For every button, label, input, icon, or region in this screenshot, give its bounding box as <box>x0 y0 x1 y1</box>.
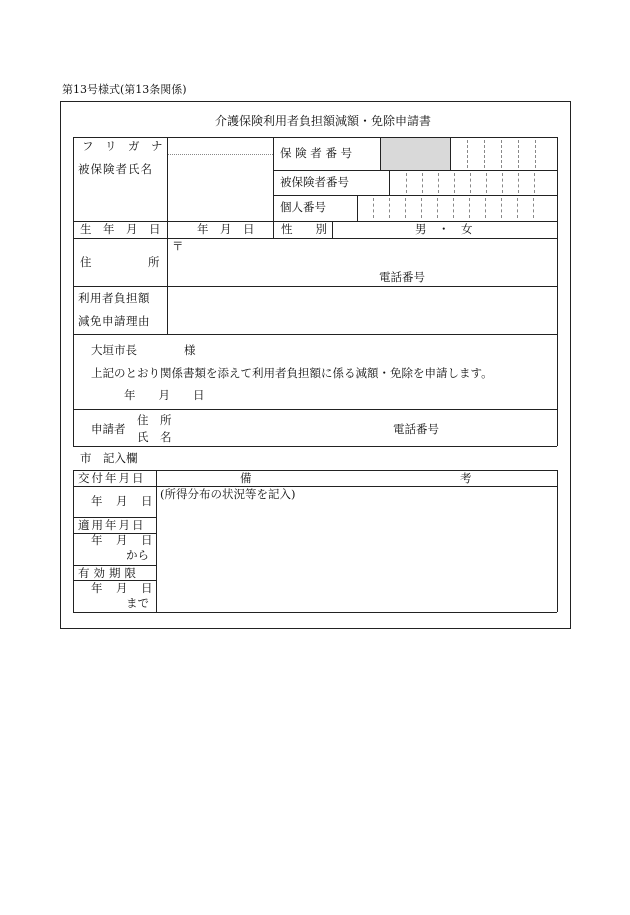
insurer-number-label: 保 険 者 番 号 <box>280 146 353 160</box>
applicant-address-label: 住 所 <box>137 413 172 427</box>
city-section-heading: 市 記入欄 <box>80 451 138 465</box>
postal-mark: 〒 <box>172 239 184 253</box>
apply-date-label: 適用年月日 <box>78 518 146 532</box>
insured-name-label: 被保険者氏名 <box>78 162 153 176</box>
address-phone-label: 電話番号 <box>379 270 425 284</box>
address-label-2: 所 <box>148 255 160 269</box>
declaration-date[interactable]: 年 月 日 <box>124 388 205 402</box>
gender-options[interactable]: 男 ・ 女 <box>415 222 473 236</box>
valid-label: 有効期限 <box>78 566 140 580</box>
reason-label-1: 利用者負担額 <box>78 291 150 305</box>
addressee: 大垣市長 <box>91 343 137 357</box>
reason-label-2: 減免申請理由 <box>78 314 150 328</box>
form-number: 第13号様式(第13条関係) <box>62 83 187 96</box>
gender-label: 性 別 <box>281 222 327 236</box>
applicant-name-label: 氏 名 <box>137 430 172 444</box>
remarks-note: (所得分布の状況等を記入) <box>160 487 296 501</box>
applicant-label: 申請者 <box>91 422 126 436</box>
apply-from: から <box>126 548 149 562</box>
valid-until: まで <box>126 596 149 610</box>
apply-date-value[interactable]: 年 月 日 <box>91 533 154 547</box>
remarks-label-2: 考 <box>460 471 472 485</box>
honorific: 様 <box>184 343 196 357</box>
form-title: 介護保険利用者負担額減額・免除申請書 <box>215 114 432 128</box>
remarks-label-1: 備 <box>240 471 252 485</box>
issue-date-value[interactable]: 年 月 日 <box>91 494 154 508</box>
personal-number-label: 個人番号 <box>280 200 326 214</box>
issue-date-label: 交付年月日 <box>78 471 146 485</box>
valid-value[interactable]: 年 月 日 <box>91 581 154 595</box>
birthdate-label: 生 年 月 日 <box>80 222 161 236</box>
insured-number-label: 被保険者番号 <box>280 175 349 189</box>
furigana-label: フ リ ガ ナ <box>82 139 163 153</box>
declaration-statement: 上記のとおり関係書類を添えて利用者負担額に係る減額・免除を申請します。 <box>91 366 493 380</box>
insurer-number-shaded-cell[interactable] <box>381 138 450 170</box>
applicant-phone-label: 電話番号 <box>393 422 439 436</box>
address-label-1: 住 <box>80 255 92 269</box>
birthdate-value[interactable]: 年 月 日 <box>197 222 255 236</box>
